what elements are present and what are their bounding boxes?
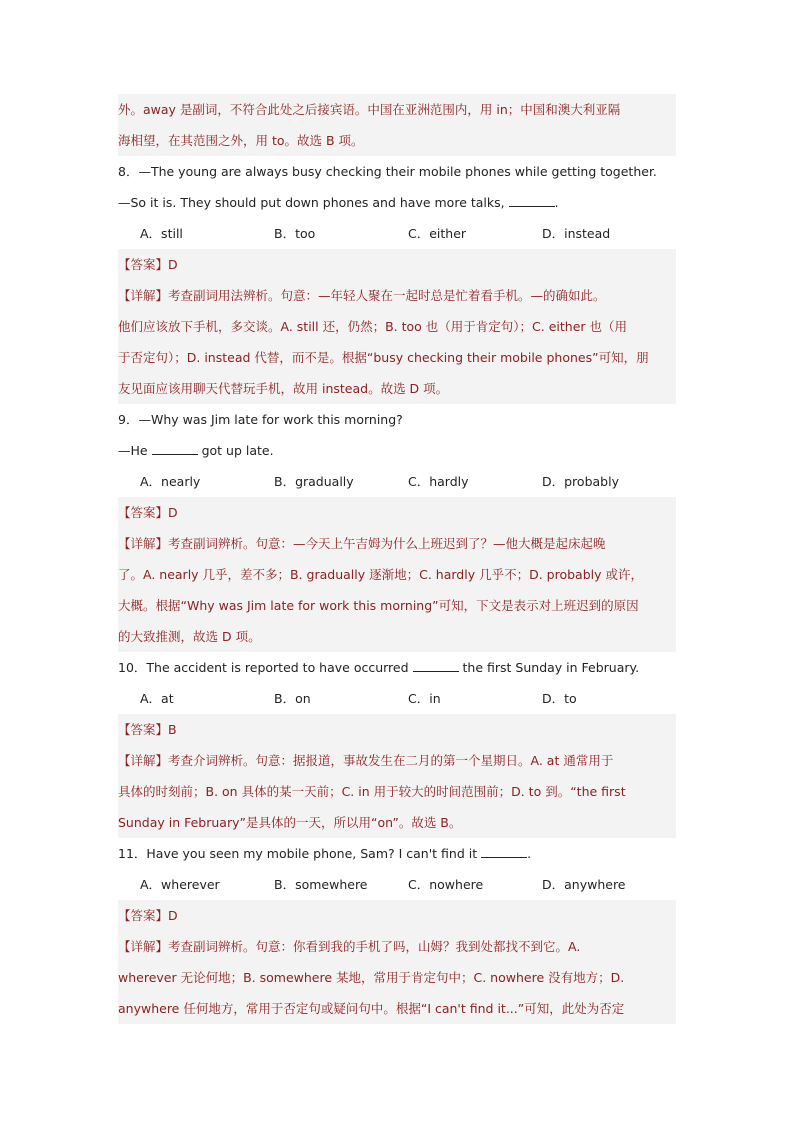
- answer-line: 【答案】D: [118, 900, 676, 931]
- question-stem: —So it is. They should put down phones and have more talks, .: [118, 195, 559, 210]
- document-content: [118, 94, 676, 1024]
- answer-blank: [413, 659, 459, 672]
- option: D．to: [542, 691, 577, 706]
- option: A．nearly: [140, 474, 201, 489]
- analysis-line: 【详解】考查介词辨析。句意：据报道，事故发生在二月的第一个星期日。A. at 通常用于: [118, 745, 676, 776]
- option: C．either: [408, 226, 467, 241]
- question-stem: 9．—Why was Jim late for work this morning?: [118, 412, 403, 427]
- analysis-line: 友见面应该用聊天代替玩手机，故用 instead。故选 D 项。: [118, 373, 676, 404]
- answer-line: 【答案】D: [118, 249, 676, 280]
- analysis-line: 了。A. nearly 几乎，差不多；B. gradually 逐渐地；C. hardly 几乎不；D. probably 或许，: [118, 559, 676, 590]
- options-row: [118, 466, 676, 497]
- analysis-line: 他们应该放下手机，多交谈。A. still 还，仍然；B. too 也（用于肯定句）；C. either 也（用: [118, 311, 676, 342]
- option: B．too: [274, 226, 316, 241]
- answer-blank: [152, 442, 198, 455]
- options-row: [118, 683, 676, 714]
- analysis-line: 具体的时刻前；B. on 具体的某一天前；C. in 用于较大的时间范围前；D. to 到。“the first: [118, 776, 676, 807]
- option: D．instead: [542, 226, 611, 241]
- option: D．anywhere: [542, 877, 626, 892]
- analysis-line: 于否定句）；D. instead 代替，而不是。根据“busy checking their mobile phones”可知，朋: [118, 342, 676, 373]
- analysis-line: wherever 无论何地；B. somewhere 某地，常用于肯定句中；C. nowhere 没有地方；D.: [118, 962, 676, 993]
- option: B．on: [274, 691, 311, 706]
- option: C．nowhere: [408, 877, 484, 892]
- option: A．still: [140, 226, 183, 241]
- answer-line: 【答案】D: [118, 497, 676, 528]
- question-stem: 8．—The young are always busy checking their mobile phones while getting together.: [118, 164, 657, 179]
- analysis-line: 的大致推测，故选 D 项。: [118, 621, 676, 652]
- option: C．in: [408, 691, 441, 706]
- options-row: [118, 869, 676, 900]
- options-row: [118, 218, 676, 249]
- analysis-line: 海相望，在其范围之外，用 to。故选 B 项。: [118, 125, 676, 156]
- question-stem: 11．Have you seen my mobile phone, Sam? I can't find it .: [118, 846, 532, 861]
- option: A．wherever: [140, 877, 220, 892]
- option: D．probably: [542, 474, 619, 489]
- answer-blank: [509, 194, 555, 207]
- analysis-line: 【详解】考查副词辨析。句意：你看到我的手机了吗，山姆？我到处都找不到它。A.: [118, 931, 676, 962]
- analysis-line: 【详解】考查副词用法辨析。句意：—年轻人聚在一起时总是忙着看手机。—的确如此。: [118, 280, 676, 311]
- option: B．somewhere: [274, 877, 368, 892]
- analysis-line: 大概。根据“Why was Jim late for work this morning”可知，下文是表示对上班迟到的原因: [118, 590, 676, 621]
- analysis-line: 外。away 是副词，不符合此处之后接宾语。中国在亚洲范围内，用 in；中国和澳大利亚隔: [118, 94, 676, 125]
- question-stem: —He got up late.: [118, 443, 274, 458]
- analysis-line: 【详解】考查副词辨析。句意：—今天上午吉姆为什么上班迟到了？—他大概是起床起晚: [118, 528, 676, 559]
- analysis-line: anywhere 任何地方，常用于否定句或疑问句中。根据“I can't find it...”可知，此处为否定: [118, 993, 676, 1024]
- option: C．hardly: [408, 474, 469, 489]
- answer-line: 【答案】B: [118, 714, 676, 745]
- option: B．gradually: [274, 474, 354, 489]
- analysis-line: Sunday in February”是具体的一天，所以用“on”。故选 B。: [118, 807, 676, 838]
- option: A．at: [140, 691, 174, 706]
- question-stem: 10．The accident is reported to have occurred the first Sunday in February.: [118, 660, 640, 675]
- answer-blank: [481, 845, 527, 858]
